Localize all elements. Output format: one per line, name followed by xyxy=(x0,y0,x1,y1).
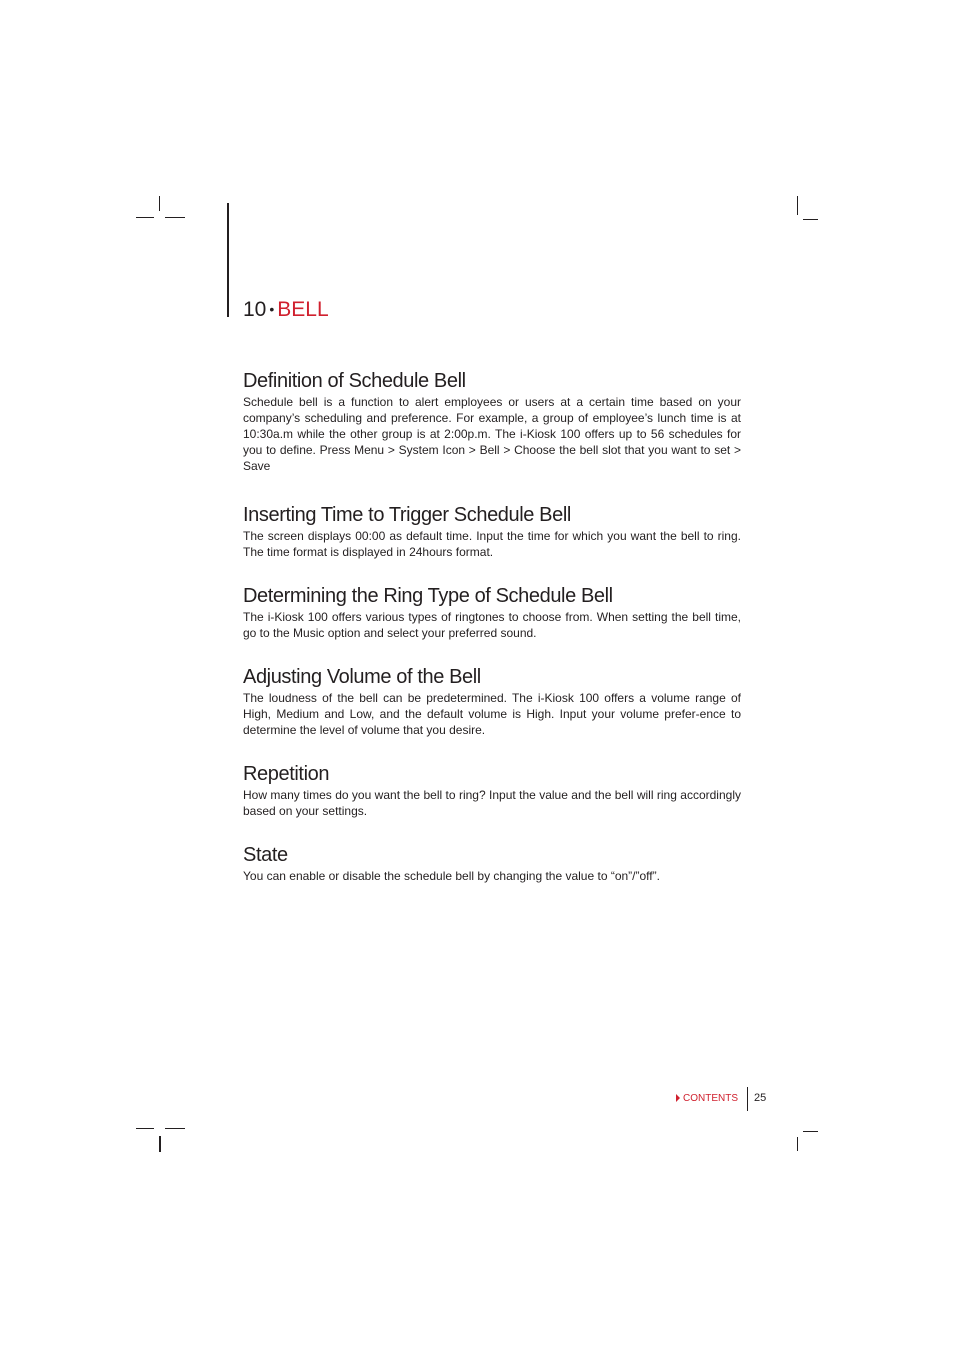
section-heading: Inserting Time to Trigger Schedule Bell xyxy=(243,504,571,526)
section-heading: Determining the Ring Type of Schedule Bell xyxy=(243,585,613,607)
contents-link[interactable] xyxy=(676,1092,738,1106)
page-number: 25 xyxy=(754,1092,767,1104)
crop-mark xyxy=(136,1128,154,1129)
section-volume xyxy=(243,664,741,738)
crop-mark xyxy=(165,1128,185,1129)
crop-mark xyxy=(803,219,818,220)
section-heading: Adjusting Volume of the Bell xyxy=(243,666,481,688)
chapter-number: 10 xyxy=(243,298,267,321)
crop-mark xyxy=(797,196,798,215)
chapter-separator: • xyxy=(269,301,275,317)
chapter-margin-bar xyxy=(227,203,229,317)
section-body: The loudness of the bell can be predetermined. The i-Kiosk 100 offers a volume range of High, Medium and Low, and the default volume is High. Input your volume prefer-ence to determine the level of volume that you desire. xyxy=(243,691,741,737)
section-heading: Definition of Schedule Bell xyxy=(243,370,466,392)
section-ring-type xyxy=(243,583,741,641)
section-heading: Repetition xyxy=(243,763,330,785)
crop-mark xyxy=(136,217,154,218)
chapter-title: BELL xyxy=(277,298,329,321)
section-heading: State xyxy=(243,844,288,866)
section-body: How many times do you want the bell to ring? Input the value and the bell will ring accordingly based on your settings. xyxy=(243,788,741,818)
crop-mark xyxy=(159,196,160,211)
crop-mark xyxy=(803,1131,818,1132)
section-body: The screen displays 00:00 as default time. Input the time for which you want the bell to ring. The time format is displayed in 24hours format. xyxy=(243,529,741,559)
section-repetition xyxy=(243,761,741,819)
section-state xyxy=(243,842,741,884)
section-definition xyxy=(243,368,741,474)
footer-divider xyxy=(747,1087,748,1111)
section-body: The i-Kiosk 100 offers various types of ringtones to choose from. When setting the bell time, go to the Music option and select your preferred sound. xyxy=(243,610,741,640)
chapter-heading xyxy=(243,295,329,324)
crop-mark xyxy=(159,1136,161,1152)
contents-link-label: CONTENTS xyxy=(683,1093,738,1104)
triangle-right-icon xyxy=(676,1094,680,1102)
crop-mark xyxy=(165,217,185,218)
section-inserting-time xyxy=(243,502,741,560)
crop-mark xyxy=(797,1137,798,1151)
section-body: Schedule bell is a function to alert employees or users at a certain time based on your company’s scheduling and preference. For example, a group of employee’s lunch time is at 10:30a.m while the other group is at 2:00p.m. The i-Kiosk 100 offers up to 56 schedules for you to define. Press Menu > System Icon > Bell > Choose the bell slot that you want to set > Save xyxy=(243,395,741,473)
section-body: You can enable or disable the schedule bell by changing the value to “on”/”off”. xyxy=(243,869,660,883)
